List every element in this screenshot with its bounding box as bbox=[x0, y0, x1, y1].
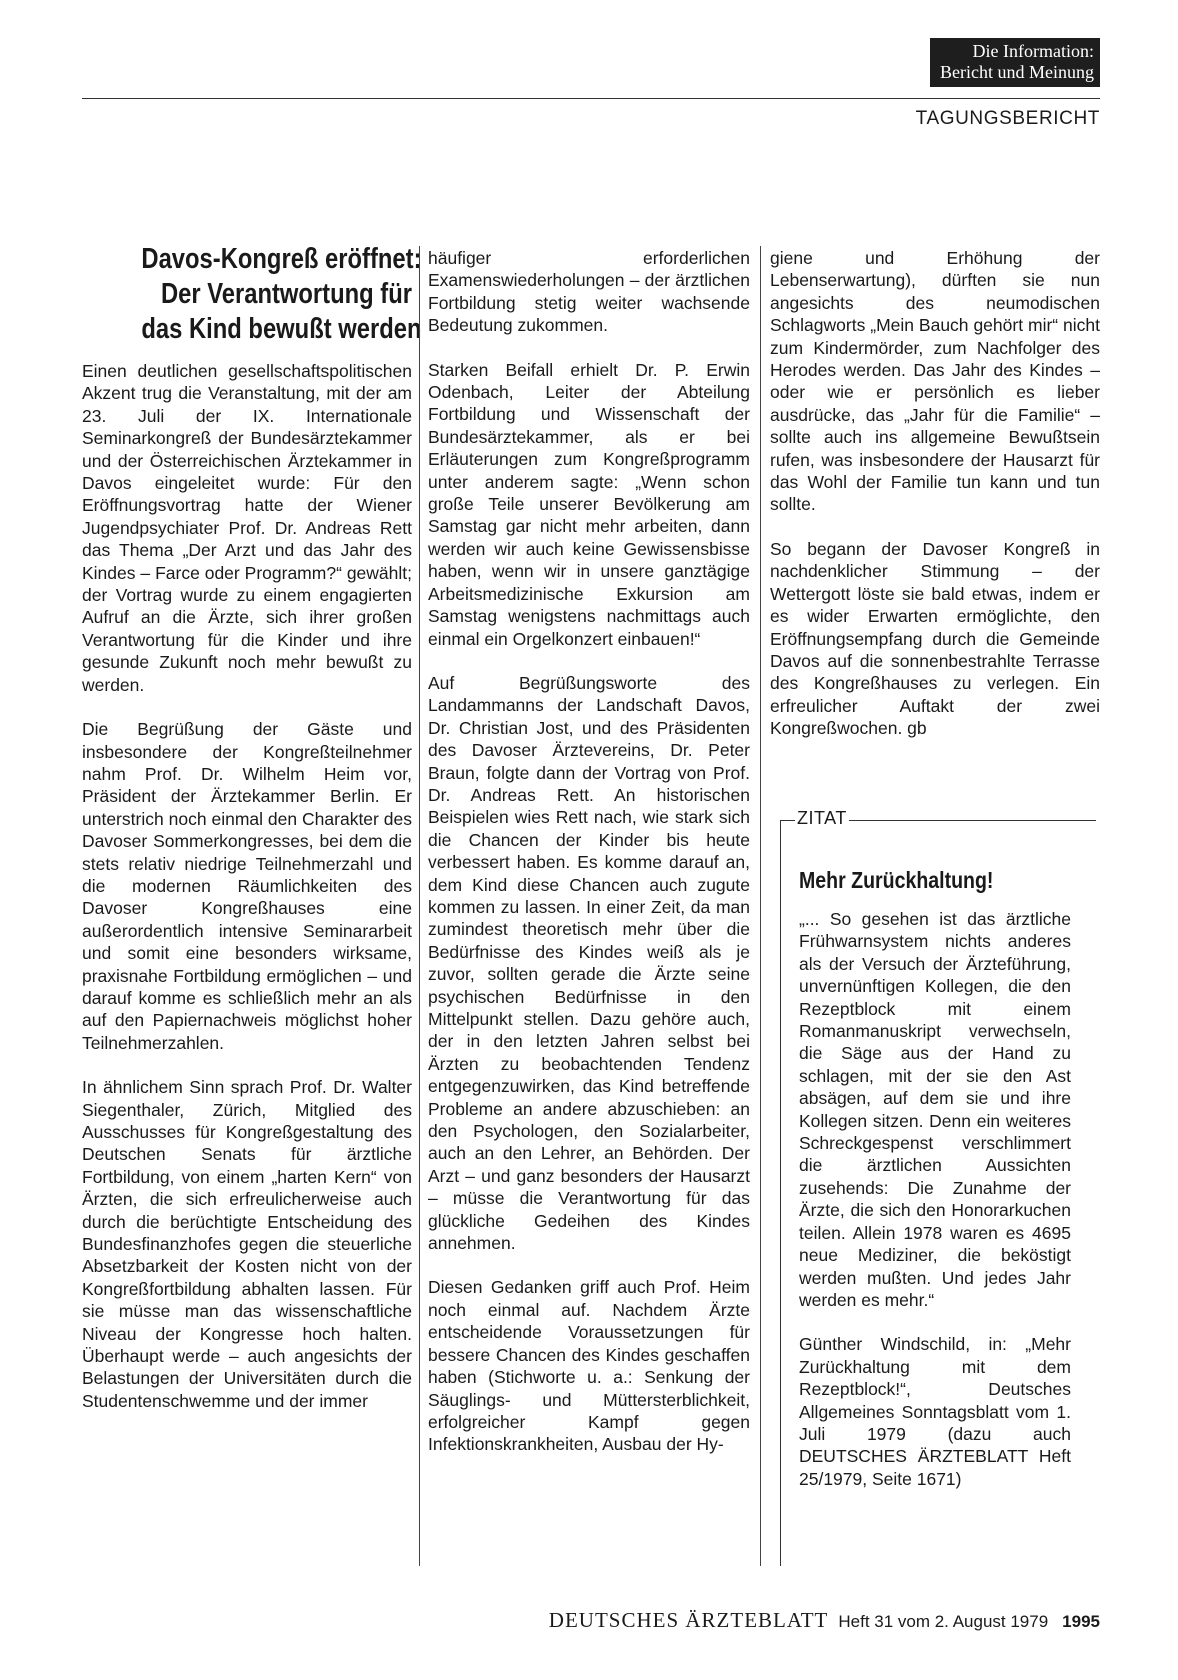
article-title-line3: das Kind bewußt werden bbox=[141, 313, 422, 345]
footer-page-number: 1995 bbox=[1062, 1612, 1100, 1631]
quote-label: ZITAT bbox=[797, 808, 847, 828]
paragraph: Die Begrüßung der Gäste und insbesondere der Kongreßteilnehmer nahm Prof. Dr. Wilhelm Heim vor, Präsident der Ärztekammer Berlin. Er unterstrich noch einmal den Charakter des Davoser Sommerkongresses, bei dem die stets relativ niedrige Teilnehmerzahl und die modernen Räumlichkeiten des Davoser Kongreßhauses eine außerordentlich intensive Seminararbeit und somit eine besonders wirksame, praxisnahe Fortbildung ermöglichen – und darauf komme es schließlich mehr an als auf den Papiernachweis möglichst hoher Teilnehmerzahlen. bbox=[82, 719, 412, 1053]
quote-source: Günther Windschild, in: „Mehr Zurückhaltung mit dem Rezeptblock!“, Deutsches Allgemeines Sonntagsblatt vom 1. Juli 1979 (dazu auch DEUTSCHES ÄRZTEBLATT Heft 25/1979, Seite 1671) bbox=[799, 1334, 1071, 1489]
article-column-1 bbox=[82, 360, 412, 1434]
paragraph: Auf Begrüßungsworte des Landammanns der Landschaft Davos, Dr. Christian Jost, und des Präsidenten des Davoser Ärztevereins, Dr. Peter Braun, folgte dann der Vortrag von Prof. Dr. Andreas Rett. An historischen Beispielen wies Rett nach, wie stark sich die Chancen der Kinder bis heute verbessert haben. Es komme darauf an, dem Kind diese Chancen auch zugute kommen zu lassen. In einer Zeit, da man zumindest theoretisch mehr über die Bedürfnisse des Kindes weiß als je zuvor, sollten gerade die Ärzte seine psychischen Bedürfnisse in den Mittelpunkt stellen. Dazu gehöre auch, der in den letzten Jahren selbst bei Ärzten zu beobachtenden Tendenz entgegenzuwirken, das Kind betreffende Probleme an andere abzuschieben: an den Psychologen, den Sozialarbeiter, auch an den Lehrer, an Behörden. Der Arzt – und ganz besonders der Hausarzt – müsse die Verantwortung für das glückliche Gedeihen des Kindes annehmen. bbox=[428, 672, 750, 1254]
header-rule bbox=[82, 98, 1100, 99]
paragraph: häufiger erforderlichen Examenswiederholungen – der ärztlichen Fortbildung stetig weiter wachsende Bedeutung zukommen. bbox=[428, 248, 750, 336]
quote-text: „... So gesehen ist das ärztliche Frühwarnsystem nichts anderes als der Versuch der Ärzteführung, unvernünftigen Kollegen, die den Rezeptblock mit einem Romanmanuskript verwechseln, die Säge aus der Hand zu schlagen, mit der sie den Ast absägen, auf dem sie und ihre Kollegen sitzen. Denn ein weiteres Schreckgespenst verschlimmert die ärztlichen Aussichten zusehends: Die Zunahme der Ärzte, die sich den Honorarkuchen teilen. Allein 1978 waren es 4695 neue Mediziner, die beköstigt werden mußten. Und jedes Jahr werden es mehr.“ bbox=[799, 909, 1071, 1310]
paragraph: giene und Erhöhung der Lebenserwartung), dürften sie nun angesichts des neumodischen Schlagworts „Mein Bauch gehört mir“ nicht zum Kindermörder, zum Nachfolger des Herodes werden. Das Jahr des Kindes – oder wie er persönlich es lieber ausdrücke, das „Jahr für die Familie“ – sollte auch ins allgemeine Bewußtsein rufen, was insbesondere der Hausarzt für das Wohl der Familie tun kann und tun sollte. bbox=[770, 248, 1100, 515]
section-badge-line2: Bericht und Meinung bbox=[940, 62, 1094, 82]
column-divider bbox=[760, 246, 761, 1566]
article-column-2 bbox=[428, 247, 750, 1478]
paragraph: Einen deutlichen gesellschaftspolitischen Akzent trug die Veranstaltung, mit der am 23. Juli der IX. Internationale Seminarkongreß der Bundesärztekammer und der Österreichischen Ärztekammer in Davos eingeleitet wurde: Für den Eröffnungsvortrag hatte der Wiener Jugendpsychiater Prof. Dr. Andreas Rett das Thema „Der Arzt und das Jahr des Kindes – Farce oder Programm?“ gewählt; der Vortrag wurde zu einem engagierten Aufruf an die Ärzte, sich ihrer großen Verantwortung für die Kinder und ihre gesunde Zukunft noch mehr bewußt zu werden. bbox=[82, 361, 412, 695]
footer-journal: DEUTSCHES ÄRZTEBLATT bbox=[548, 1608, 829, 1632]
article-column-3 bbox=[770, 247, 1100, 762]
quote-box bbox=[780, 808, 1096, 1566]
article-title-line2: Der Verantwortung für bbox=[160, 278, 412, 310]
section-badge bbox=[930, 38, 1100, 87]
category-label: TAGUNGSBERICHT bbox=[915, 108, 1100, 129]
paragraph: In ähnlichem Sinn sprach Prof. Dr. Walter Siegenthaler, Zürich, Mitglied des Ausschusses für Kongreßgestaltung des Deutschen Senats für ärztliche Fortbildung, von einem „harten Kern“ von Ärzten, die sich erfreulicherweise auch durch die berüchtigte Entscheidung des Bundesfinanzhofes gegen die steuerliche Absetzbarkeit der Kosten nicht von der Kongreßfortbildung abhalten lassen. Für sie müsse man das wissenschaftliche Niveau der Kongresse hoch halten. Überhaupt werde – auch angesichts der Belastungen der Universitäten durch die Studentenschwemme und der immer bbox=[82, 1077, 412, 1411]
paragraph: So begann der Davoser Kongreß in nachdenklicher Stimmung – der Wettergott löste sie bald etwas, indem er es wider Erwarten ermöglichte, den Eröffnungsempfang durch die Gemeinde Davos auf die sonnenbestrahlte Terrasse des Kongreßhauses zu verlegen. Ein erfreulicher Auftakt der zwei Kongreßwochen. gb bbox=[770, 538, 1100, 739]
quote-heading: Mehr Zurückhaltung! bbox=[799, 867, 994, 893]
article-title bbox=[141, 242, 422, 347]
page-footer bbox=[549, 1608, 1100, 1633]
quote-body bbox=[799, 866, 1071, 1512]
column-divider bbox=[419, 246, 420, 1566]
article-title-line1: Davos-Kongreß eröffnet: bbox=[141, 243, 422, 275]
section-badge-line1: Die Information: bbox=[972, 41, 1094, 61]
footer-issue: Heft 31 vom 2. August 1979 bbox=[838, 1612, 1049, 1631]
paragraph: Starken Beifall erhielt Dr. P. Erwin Odenbach, Leiter der Abteilung Fortbildung und Wissenschaft der Bundesärztekammer, als er bei Erläuterungen zum Kongreßprogramm unter anderem sagte: „Wenn schon große Teile unserer Bevölkerung am Samstag gar nicht mehr arbeiten, dann werden wir auch keine Gewissensbisse haben, wenn wir in unsere ganztägige Arbeitsmedizinische Exkursion am Samstag wenigstens nachmittags auch einmal ein Orgelkonzert einbauen!“ bbox=[428, 359, 750, 649]
paragraph: Diesen Gedanken griff auch Prof. Heim noch einmal auf. Nachdem Ärzte entscheidende Voraussetzungen für bessere Chancen des Kindes geschaffen haben (Stichworte u. a.: Senkung der Säuglings- und Müttersterblichkeit, erfolgreicher Kampf gegen Infektionskrankheiten, Ausbau der Hy- bbox=[428, 1277, 750, 1455]
